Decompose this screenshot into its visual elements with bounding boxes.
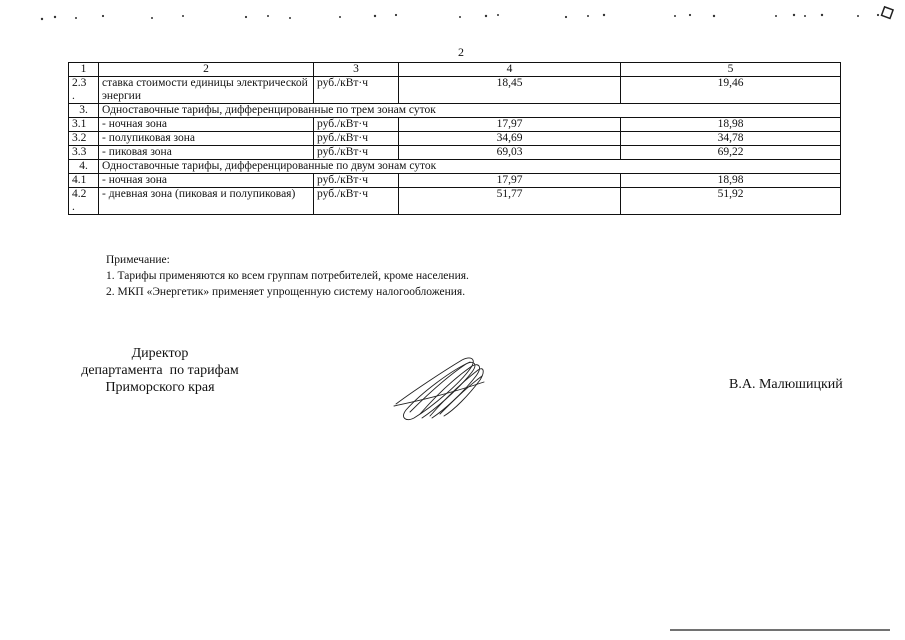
position-line: департамента по тарифам	[81, 363, 239, 378]
column-header: 4	[399, 63, 621, 77]
tariff-value-period-2: 34,78	[621, 132, 841, 146]
row-number: 3.	[69, 104, 99, 118]
tariff-value-period-2: 51,92	[621, 188, 841, 215]
column-header: 1	[69, 63, 99, 77]
column-header: 3	[314, 63, 399, 77]
unit-cell: руб./кВт·ч	[314, 132, 399, 146]
table-row	[69, 174, 841, 188]
notes-title: Примечание:	[106, 254, 170, 266]
unit-cell: руб./кВт·ч	[314, 188, 399, 215]
tariff-value-period-1: 51,77	[399, 188, 621, 215]
table-row	[69, 118, 841, 132]
signatory-position	[75, 345, 245, 396]
position-line: Директор	[131, 346, 189, 361]
unit-cell: руб./кВт·ч	[314, 118, 399, 132]
table-row	[69, 132, 841, 146]
row-number: 4.1	[69, 174, 99, 188]
row-number: 3.3	[69, 146, 99, 160]
table-section-row	[69, 160, 841, 174]
tariff-value-period-2: 18,98	[621, 118, 841, 132]
section-title: Одноставочные тарифы, дифференцированные по двум зонам суток	[99, 160, 841, 174]
note-item: 2. МКП «Энергетик» применяет упрощенную систему налогообложения.	[106, 286, 466, 298]
table-row	[69, 188, 841, 215]
row-number: 4.	[69, 160, 99, 174]
page-number: 2	[458, 45, 464, 59]
tariff-value-period-2: 69,22	[621, 146, 841, 160]
table-row	[69, 146, 841, 160]
scan-artifact-marks	[0, 0, 905, 30]
row-number: 4.2 .	[69, 188, 99, 215]
tariff-value-period-2: 18,98	[621, 174, 841, 188]
row-number: 3.1	[69, 118, 99, 132]
note-item: 1. Тарифы применяются ко всем группам потребителей, кроме населения.	[106, 270, 469, 282]
tariff-value-period-1: 18,45	[399, 77, 621, 104]
handwritten-signature	[392, 352, 487, 422]
tariff-value-period-1: 17,97	[399, 174, 621, 188]
table-body	[69, 77, 841, 215]
indicator-name: - пиковая зона	[99, 146, 314, 160]
tariff-table	[68, 62, 841, 215]
column-header: 5	[621, 63, 841, 77]
column-header: 2	[99, 63, 314, 77]
unit-cell: руб./кВт·ч	[314, 146, 399, 160]
indicator-name: ставка стоимости единицы электрической энергии	[99, 77, 314, 104]
position-line: Приморского края	[105, 380, 215, 395]
unit-cell: руб./кВт·ч	[314, 77, 399, 104]
indicator-name: - ночная зона	[99, 118, 314, 132]
tariff-value-period-1: 17,97	[399, 118, 621, 132]
unit-cell: руб./кВт·ч	[314, 174, 399, 188]
tariff-value-period-1: 69,03	[399, 146, 621, 160]
table-section-row	[69, 104, 841, 118]
table-row	[69, 77, 841, 104]
scan-edge-line	[670, 629, 890, 631]
table-header-row	[69, 63, 841, 77]
tariff-value-period-2: 19,46	[621, 77, 841, 104]
notes-block	[106, 252, 469, 300]
row-number: 2.3 .	[69, 77, 99, 104]
indicator-name: - полупиковая зона	[99, 132, 314, 146]
signatory-name: В.А. Малюшицкий	[729, 377, 843, 392]
indicator-name: - ночная зона	[99, 174, 314, 188]
tariff-value-period-1: 34,69	[399, 132, 621, 146]
row-number: 3.2	[69, 132, 99, 146]
section-title: Одноставочные тарифы, дифференцированные по трем зонам суток	[99, 104, 841, 118]
indicator-name: - дневная зона (пиковая и полупиковая)	[99, 188, 314, 215]
